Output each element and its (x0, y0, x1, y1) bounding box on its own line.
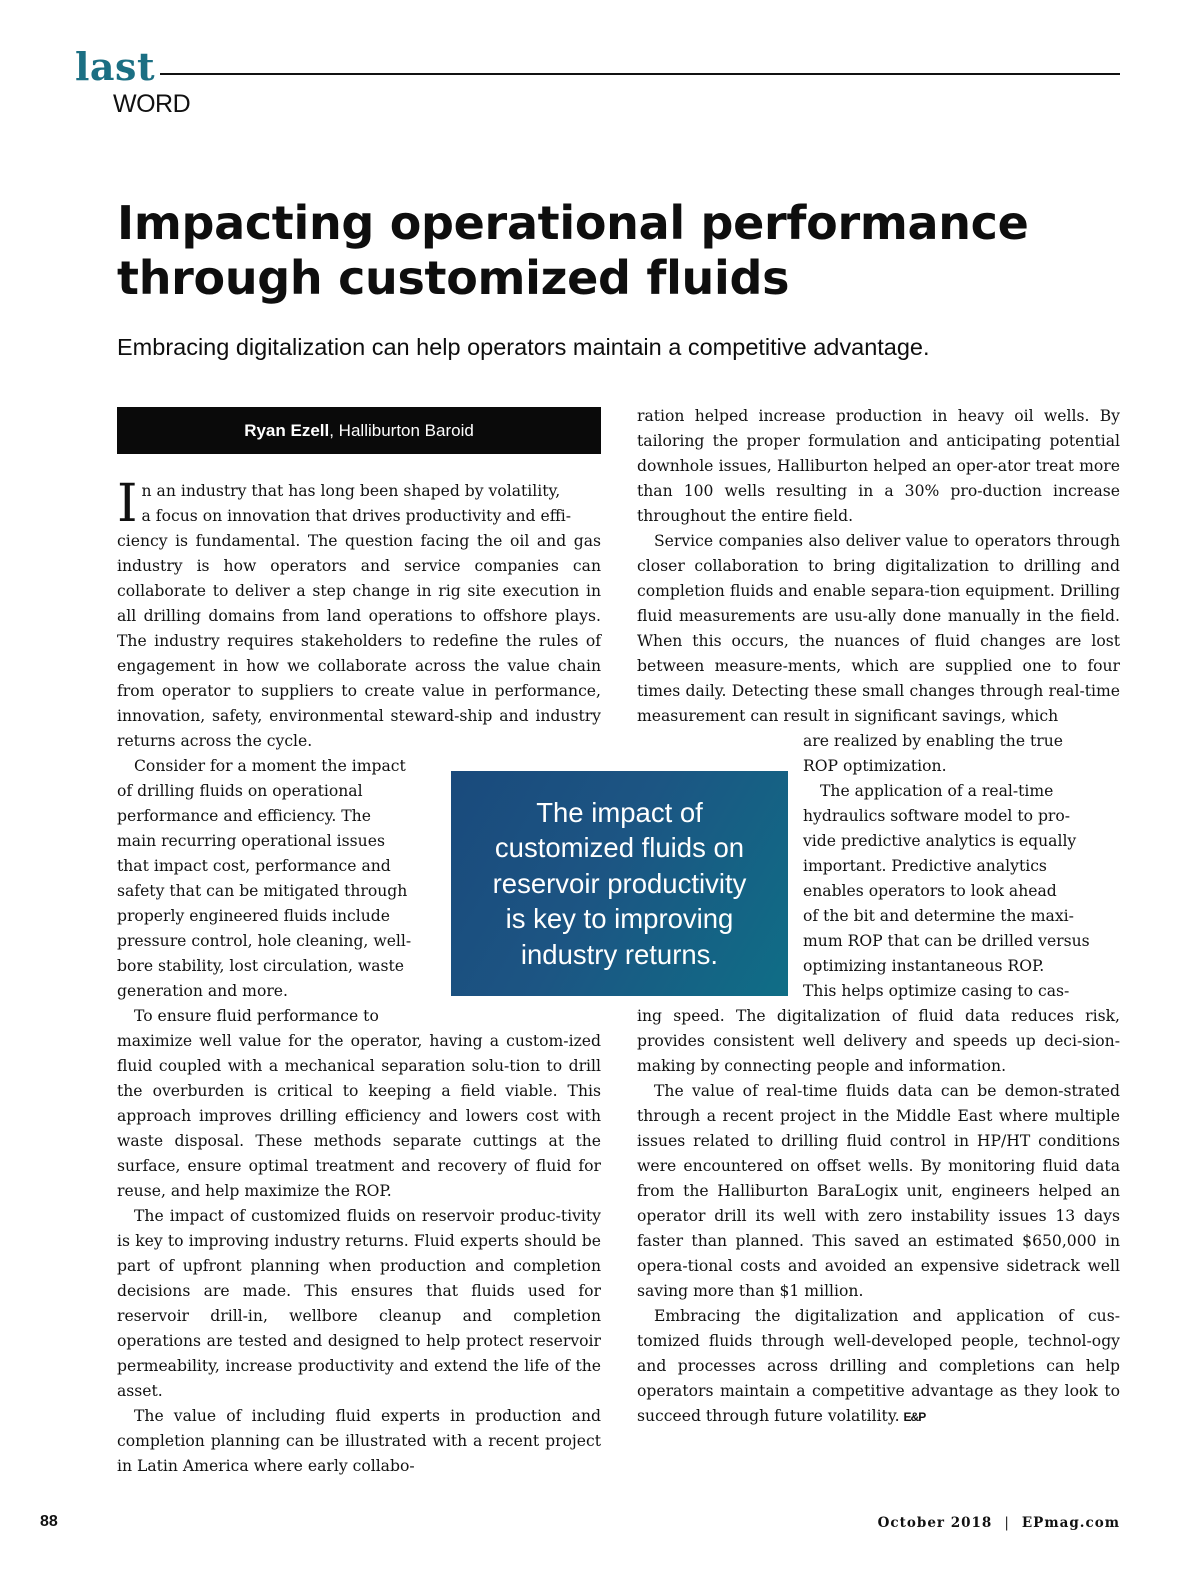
wrap-line: ROP optimization. (803, 757, 947, 775)
footer-separator: | (1004, 1515, 1010, 1531)
end-mark-logo: E&P (903, 1410, 926, 1424)
wrap-line: mum ROP that can be drilled versus (803, 932, 1090, 950)
intro-line-2: a focus on innovation that drives productivity and effi- (141, 507, 572, 525)
wrap-line: enables operators to look ahead (803, 882, 1057, 900)
site-name: EPmag.com (1021, 1515, 1120, 1531)
consider-line: main recurring operational issues (117, 832, 385, 850)
byline-bar (117, 407, 601, 454)
wrap-line: The application of a real-time (820, 782, 1054, 800)
consider-line: properly engineered fluids include (117, 907, 390, 925)
body-column-right (637, 404, 1120, 1430)
paragraph-conclusion (637, 1304, 1120, 1430)
section-label-last: last (75, 44, 156, 89)
wrap-line: important. Predictive analytics (803, 857, 1047, 875)
article-headline (117, 196, 1117, 306)
wrap-line: of the bit and determine the maxi- (803, 907, 1074, 925)
consider-line: generation and more. (117, 982, 288, 1000)
consider-line: of drilling fluids on operational (117, 782, 363, 800)
paragraph-value: The value of including fluid experts in production and completion planning can be illustrated with a recent project in Latin America where early collabo- (117, 1407, 601, 1475)
ensure-rest: maximize well value for the operator, having a custom-ized fluid coupled with a mechanical separation solu-tion to drill the overburden is critical to keeping a field viable. This approach improves drilling efficiency and lowers cost with waste disposal. These methods separate cuttings at the surface, ensure optimal treatment and recovery of fluid for reuse, and help maximize the ROP. (117, 1032, 601, 1200)
wrap-line: hydraulics software model to pro- (803, 807, 1071, 825)
intro-rest: ciency is fundamental. The question facing the oil and gas industry is how operators and service companies can collaborate to deliver a step change in rig site execution in all drilling domains from land operations to offshore plays. The industry requires stakeholders to redefine the rules of engagement in how we collaborate across the value chain from operator to suppliers to create value in performance, innovation, safety, environmental steward-ship and industry returns across the cycle. (117, 532, 601, 750)
consider-line: pressure control, hole cleaning, well- (117, 932, 412, 950)
drop-cap: I (117, 474, 138, 534)
consider-line: Consider for a moment the impact (134, 757, 406, 775)
page-number: 88 (40, 1513, 58, 1530)
wrap-line: optimizing instantaneous ROP. (803, 957, 1045, 975)
consider-line: safety that can be mitigated through (117, 882, 408, 900)
intro-line-1: n an industry that has long been shaped by volatility, (141, 482, 561, 500)
footer-info (878, 1515, 1120, 1531)
consider-line: that impact cost, performance and (117, 857, 391, 875)
issue-date: October 2018 (877, 1515, 993, 1531)
headline-line-1: Impacting operational performance (117, 196, 1029, 250)
paragraph-ensure (117, 1004, 601, 1204)
wrapped-text (803, 729, 1120, 1004)
headline-line-2: through customized fluids (117, 251, 790, 305)
conclusion-text: Embracing the digitalization and application of cus-tomized fluids through well-developed people, technol-ogy and processes across drilling and completions can help operators maintain a competitive advantage as they look to succeed through future volatility. (637, 1307, 1120, 1425)
pull-quote-line: The impact of (536, 796, 703, 828)
author-name: Ryan Ezell (244, 420, 330, 440)
header-rule (160, 73, 1120, 75)
article-deck: Embracing digitalization can help operators maintain a competitive advantage. (117, 334, 930, 360)
consider-line: performance and efficiency. The (117, 807, 371, 825)
wrap-line: This helps optimize casing to cas- (803, 982, 1070, 1000)
ensure-line-1: To ensure fluid performance to (134, 1007, 379, 1025)
paragraph-consider (117, 754, 437, 1004)
section-label-word: WORD (113, 90, 191, 118)
pull-quote-line: reservoir productivity (492, 867, 747, 899)
author-affiliation: , Halliburton Baroid (329, 420, 474, 440)
paragraph-service-companies: Service companies also deliver value to operators through closer collaboration to bring digitalization to drilling and completion fluids and enable separa-tion equipment. Drilling fluid measurements are usu-ally done manually in the field. When this occurs, the nuances of fluid changes are lost between measure-ments, which are supplied one to four times daily. Detecting these small changes through real-time measurement can result in significant savings, which (637, 532, 1120, 725)
paragraph-middle-east: The value of real-time fluids data can be demon-strated through a recent project in the Middle East where multiple issues related to drilling fluid control in HP/HT conditions were encountered on offset wells. By monitoring fluid data from the Halliburton BaraLogix unit, engineers helped an operator drill its well with zero instability issues 13 days faster than planned. This saved an estimated $650,000 in opera-tional costs and avoided an expensive sidetrack well saving more than $1 million. (637, 1082, 1120, 1300)
wrap-line: vide predictive analytics is equally (803, 832, 1077, 850)
pull-quote-line: is key to improving (505, 903, 734, 935)
paragraph-latin-america: ration helped increase production in heavy oil wells. By tailoring the proper formulation and anticipating potential downhole issues, Halliburton helped an oper-ator treat more than 100 wells resulting in a 30% pro-duction increase throughout the entire field. (637, 407, 1120, 525)
paragraph-intro (117, 474, 601, 754)
paragraph-impact: The impact of customized fluids on reservoir produc-tivity is key to improving industry returns. Fluid experts should be part of upfront planning when production and completion decisions are made. This ensures that fluids used for reservoir drill-in, wellbore cleanup and completion operations are tested and designed to help protect reservoir permeability, increase productivity and extend the life of the asset. (117, 1207, 601, 1400)
pull-quote-line: industry returns. (520, 938, 719, 970)
consider-line: bore stability, lost circulation, waste (117, 957, 405, 975)
pull-quote-line: customized fluids on (494, 832, 745, 864)
paragraph-hydraulics-rest: ing speed. The digitalization of fluid data reduces risk, provides consistent well delivery and speeds up deci-sion-making by connecting people and information. (637, 1007, 1120, 1075)
wrap-line: are realized by enabling the true (803, 732, 1064, 750)
